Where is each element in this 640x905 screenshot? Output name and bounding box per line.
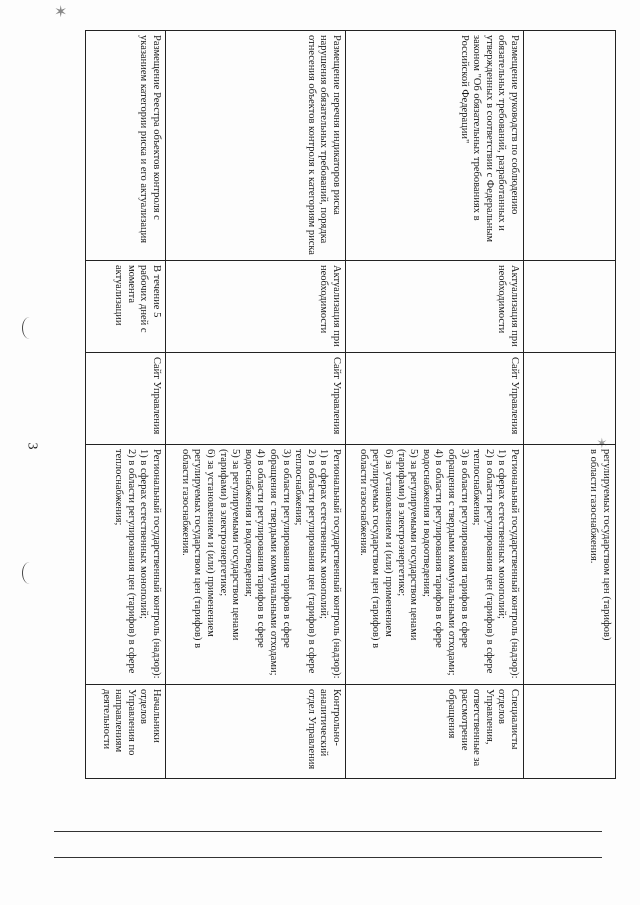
deadline-cell bbox=[524, 261, 616, 353]
scope-cell: Региональный государственный контроль (надзор): 1) в сферах естественных монополий; 2) в области регулирования цен (тарифов) в сфере теплоснабжения; 3) в области регулирования тарифов в сфере обращения с твердыми коммунальными отходами; 4) в области регулирования тарифов в сфере водоснабжения и водоотведения; 5) за регулируемыми государством ценами (тарифами) в электроэнергетике; 6) за установлением и (или) применением регулируемых государством цен (тарифов) в области газоснабжения. bbox=[346, 445, 524, 685]
table-row bbox=[86, 31, 166, 779]
table-row bbox=[166, 31, 346, 779]
source-cell: Сайт Управления bbox=[86, 353, 166, 445]
scope-cell: Региональный государственный контроль (надзор): 1) в сферах естественных монополий; 2) в области регулирования цен (тарифов) в сфере теплоснабжения; bbox=[86, 445, 166, 685]
responsible-cell: Начальники отделов Управления по направлениям деятельности bbox=[86, 685, 166, 779]
binder-hole-mark bbox=[22, 317, 37, 339]
document-table-area bbox=[86, 30, 616, 778]
binder-hole-mark bbox=[22, 562, 37, 584]
rule-line bbox=[54, 857, 602, 858]
measures-table bbox=[85, 30, 616, 779]
deadline-cell: Актуализация при необходимости bbox=[346, 261, 524, 353]
scan-speck-mark: ✶ bbox=[54, 4, 68, 21]
scan-speck-mark-right: ✶ bbox=[596, 437, 608, 452]
responsible-cell: Контрольно-аналитический отдел Управления bbox=[166, 685, 346, 779]
topic-cell: Размещение Реестра объектов контроля с указанием категории риска и его актуализация bbox=[86, 31, 166, 261]
source-cell: Сайт Управления bbox=[346, 353, 524, 445]
topic-cell: Размещение руководств по соблюдению обязательных требований, разработанных и утвержденных в соответствии с Федеральным законом "Об обязательных требованиях в Российской Федерации" bbox=[346, 31, 524, 261]
page-number: 3 bbox=[24, 442, 40, 450]
deadline-cell: Актуализация при необходимости bbox=[166, 261, 346, 353]
topic-cell: Размещение перечня индикаторов риска нарушения обязательных требований, порядка отнесения объектов контроля к категориям риска bbox=[166, 31, 346, 261]
table-row bbox=[524, 31, 616, 779]
topic-cell bbox=[524, 31, 616, 261]
source-cell bbox=[524, 353, 616, 445]
responsible-cell: Специалисты отделов Управления, ответственные за рассмотрение обращения bbox=[346, 685, 524, 779]
source-cell: Сайт Управления bbox=[166, 353, 346, 445]
responsible-cell bbox=[524, 685, 616, 779]
scope-cell: Региональный государственный контроль (надзор): 1) в сферах естественных монополий; 2) в области регулирования цен (тарифов) в сфере теплоснабжения; 3) в области регулирования тарифов в сфере обращения с твердыми коммунальными отходами; 4) в области регулирования тарифов в сфере водоснабжения и водоотведения; 5) за регулируемыми государством ценами (тарифами) в электроэнергетике; 6) за установлением и (или) применением регулируемых государством цен (тарифов) в области газоснабжения. bbox=[166, 445, 346, 685]
deadline-cell: В течение 5 рабочих дней с момента актуализации bbox=[86, 261, 166, 353]
table-row bbox=[346, 31, 524, 779]
scope-cell: регулируемых государством цен (тарифов) в области газоснабжения. bbox=[524, 445, 616, 685]
rule-line bbox=[54, 831, 602, 832]
